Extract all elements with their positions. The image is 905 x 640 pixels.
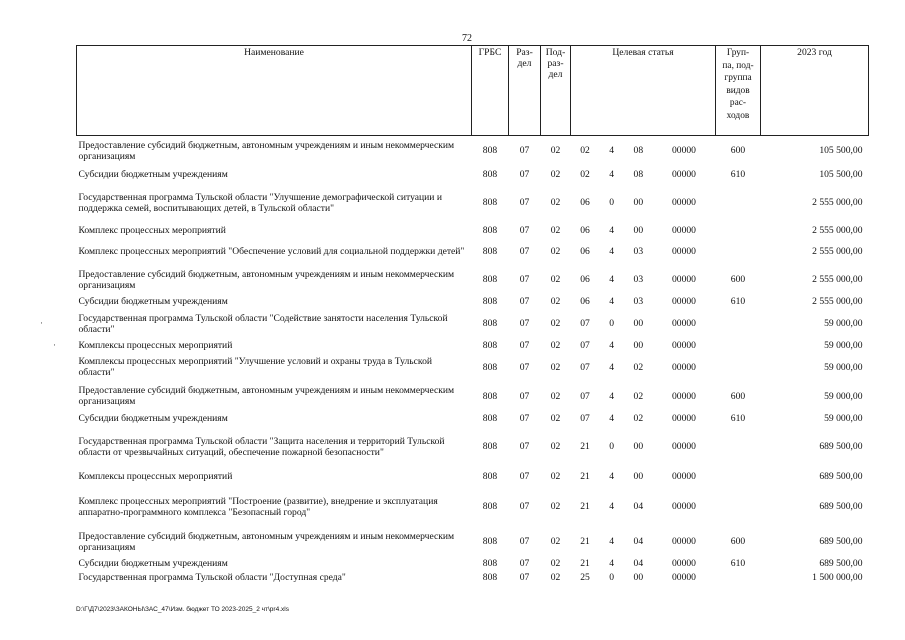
row-celevaya-part: 4 xyxy=(609,361,615,373)
row-celevaya-statya xyxy=(571,467,716,487)
row-razdel: 07 xyxy=(519,501,530,512)
row-razdel: 07 xyxy=(519,318,530,329)
row-celevaya-part: 07 xyxy=(580,318,590,329)
row-celevaya-part: 06 xyxy=(580,197,590,208)
row-celevaya-part: 08 xyxy=(633,168,644,180)
row-celevaya-part: 00000 xyxy=(671,246,696,257)
table-row xyxy=(77,338,869,353)
row-razdel: 07 xyxy=(519,339,530,351)
row-amount-2023: 2 555 000,00 xyxy=(812,224,863,236)
row-celevaya-part: 00 xyxy=(633,197,644,208)
row-amount-2023: 689 500,00 xyxy=(819,471,863,482)
table-row xyxy=(77,166,869,183)
row-celevaya-part: 04 xyxy=(633,558,644,569)
row-grbs: 808 xyxy=(482,318,498,329)
row-grbs: 808 xyxy=(482,296,498,307)
row-celevaya-part: 00 xyxy=(633,339,644,351)
row-podrazdel: 02 xyxy=(550,197,561,208)
row-razdel: 07 xyxy=(519,572,530,583)
row-vid-rashodov xyxy=(716,223,761,238)
row-name: Субсидии бюджетным учреждениям xyxy=(78,413,228,424)
row-celevaya-statya xyxy=(571,223,716,238)
row-amount-2023: 689 500,00 xyxy=(819,441,863,452)
row-vid-rashodov: 600 xyxy=(730,274,746,285)
row-celevaya-part: 00000 xyxy=(671,197,696,208)
row-vid-rashodov xyxy=(716,353,761,382)
row-celevaya-part: 4 xyxy=(609,413,615,424)
row-celevaya-part: 4 xyxy=(609,501,615,512)
row-celevaya-part: 07 xyxy=(580,361,590,373)
row-celevaya-statya xyxy=(571,527,716,557)
row-celevaya-statya xyxy=(571,136,716,166)
row-celevaya-part: 4 xyxy=(609,339,615,351)
table-row xyxy=(77,266,869,294)
row-podrazdel: 02 xyxy=(550,339,561,351)
row-celevaya-part: 02 xyxy=(633,390,644,402)
row-name: Комплексы процессных мероприятий "Улучшение условий и охраны труда в Тульской области" xyxy=(78,356,433,378)
row-celevaya-statya xyxy=(571,310,716,338)
row-razdel: 07 xyxy=(519,471,530,482)
row-name: Комплекс процессных мероприятий "Обеспечение условий для социальной поддержки детей" xyxy=(78,246,465,257)
header-name: Наименование xyxy=(77,46,472,136)
row-podrazdel: 02 xyxy=(550,145,561,157)
row-podrazdel: 02 xyxy=(550,471,561,482)
row-celevaya-part: 21 xyxy=(580,501,590,512)
row-name: Субсидии бюджетным учреждениям xyxy=(78,296,228,307)
row-razdel: 07 xyxy=(519,390,530,402)
row-celevaya-part: 07 xyxy=(580,390,590,402)
row-celevaya-part: 03 xyxy=(633,296,644,307)
row-podrazdel: 02 xyxy=(550,274,561,285)
row-amount-2023: 2 555 000,00 xyxy=(812,274,863,285)
file-path-footer: D:\Г\Д7\2023\ЗАКОНЫ\ЗАС_47\Изм. бюджет ТО 2023-2025_2 чт\pr4.xls xyxy=(76,606,289,613)
table-row xyxy=(77,487,869,527)
row-vid-rashodov xyxy=(716,427,761,467)
table-row xyxy=(77,238,869,266)
row-grbs: 808 xyxy=(482,361,498,373)
row-celevaya-part: 00000 xyxy=(671,413,696,424)
row-celevaya-part: 08 xyxy=(633,145,644,157)
row-celevaya-part: 03 xyxy=(633,246,644,257)
table-row xyxy=(77,411,869,427)
row-celevaya-part: 00000 xyxy=(671,168,696,180)
row-vid-rashodov: 600 xyxy=(730,145,746,157)
row-celevaya-part: 21 xyxy=(580,441,590,452)
row-name: Государственная программа Тульской области "Доступная среда" xyxy=(78,572,346,583)
table-header-row xyxy=(77,46,869,136)
row-name: Государственная программа Тульской области "Содействие занятости населения Тульской области" xyxy=(78,312,448,335)
row-celevaya-part: 4 xyxy=(609,471,615,482)
row-grbs: 808 xyxy=(482,274,498,285)
row-podrazdel: 02 xyxy=(550,413,561,424)
row-vid-rashodov: 600 xyxy=(730,536,746,547)
row-grbs: 808 xyxy=(482,224,498,236)
row-amount-2023: 105 500,00 xyxy=(819,145,863,157)
row-amount-2023: 689 500,00 xyxy=(819,536,863,547)
row-podrazdel: 02 xyxy=(550,246,561,257)
row-name: Государственная программа Тульской области "Защита населения и территорий Тульской области от чрезвычайных ситуаций, обеспечение пожарной безопасности" xyxy=(78,435,445,458)
row-celevaya-part: 4 xyxy=(609,224,615,236)
row-celevaya-statya xyxy=(571,487,716,527)
row-celevaya-part: 00000 xyxy=(671,471,696,482)
row-grbs: 808 xyxy=(482,471,498,482)
row-name: Государственная программа Тульской области "Улучшение демографической ситуации и поддержка семей, воспитывающих детей, в Тульской области" xyxy=(78,191,442,214)
row-celevaya-statya xyxy=(571,353,716,382)
row-celevaya-part: 00000 xyxy=(671,274,696,285)
row-grbs: 808 xyxy=(482,339,498,351)
row-celevaya-part: 00000 xyxy=(671,536,696,547)
row-celevaya-part: 00 xyxy=(633,318,644,329)
row-celevaya-part: 4 xyxy=(609,274,615,285)
row-amount-2023: 59 000,00 xyxy=(824,339,863,351)
row-celevaya-statya xyxy=(571,183,716,223)
row-celevaya-part: 00000 xyxy=(671,339,696,351)
row-podrazdel: 02 xyxy=(550,572,561,583)
row-podrazdel: 02 xyxy=(550,296,561,307)
row-vid-rashodov: 610 xyxy=(730,558,746,569)
row-grbs: 808 xyxy=(482,390,498,402)
row-grbs: 808 xyxy=(482,501,498,512)
row-celevaya-part: 00 xyxy=(633,572,644,583)
header-gruppa-vidov-rashodov: Груп- па, под- группа видов рас- ходов xyxy=(716,46,761,136)
row-razdel: 07 xyxy=(519,441,530,452)
row-vid-rashodov xyxy=(716,310,761,338)
row-podrazdel: 02 xyxy=(550,441,561,452)
row-name: Комплексы процессных мероприятий xyxy=(78,339,233,351)
row-grbs: 808 xyxy=(482,168,498,180)
row-celevaya-part: 21 xyxy=(580,536,590,547)
scan-mark: · xyxy=(40,318,43,328)
row-razdel: 07 xyxy=(519,361,530,373)
row-podrazdel: 02 xyxy=(550,318,561,329)
row-celevaya-part: 00 xyxy=(633,471,644,482)
table-row xyxy=(77,571,869,585)
table-row xyxy=(77,223,869,238)
row-celevaya-part: 00000 xyxy=(671,296,696,307)
row-celevaya-part: 00000 xyxy=(671,501,696,512)
row-podrazdel: 02 xyxy=(550,168,561,180)
row-celevaya-part: 00000 xyxy=(671,361,696,373)
row-grbs: 808 xyxy=(482,145,498,157)
row-razdel: 07 xyxy=(519,168,530,180)
row-grbs: 808 xyxy=(482,413,498,424)
row-vid-rashodov xyxy=(716,487,761,527)
row-vid-rashodov xyxy=(716,338,761,353)
table-row xyxy=(77,527,869,557)
row-celevaya-part: 25 xyxy=(580,572,590,583)
row-razdel: 07 xyxy=(519,558,530,569)
row-vid-rashodov: 610 xyxy=(730,296,746,307)
row-name: Комплексы процессных мероприятий xyxy=(78,471,233,482)
row-celevaya-part: 07 xyxy=(580,339,590,351)
row-grbs: 808 xyxy=(482,246,498,257)
row-celevaya-part: 00000 xyxy=(671,224,696,236)
row-celevaya-part: 4 xyxy=(609,246,615,257)
row-amount-2023: 2 555 000,00 xyxy=(812,296,863,307)
row-vid-rashodov: 610 xyxy=(730,413,746,424)
row-celevaya-part: 00 xyxy=(633,441,644,452)
table-row xyxy=(77,382,869,411)
row-podrazdel: 02 xyxy=(550,361,561,373)
row-celevaya-part: 07 xyxy=(580,413,590,424)
row-name: Субсидии бюджетным учреждениям xyxy=(78,168,228,180)
row-celevaya-statya xyxy=(571,427,716,467)
row-celevaya-part: 0 xyxy=(609,441,615,452)
row-amount-2023: 689 500,00 xyxy=(819,558,863,569)
row-celevaya-statya xyxy=(571,571,716,585)
table-row xyxy=(77,467,869,487)
row-celevaya-part: 21 xyxy=(580,558,590,569)
row-razdel: 07 xyxy=(519,145,530,157)
table-row xyxy=(77,427,869,467)
row-podrazdel: 02 xyxy=(550,390,561,402)
budget-table xyxy=(76,45,869,585)
header-podrazdel: Под- раз- дел xyxy=(541,46,571,136)
row-celevaya-part: 4 xyxy=(609,168,615,180)
header-year: 2023 год xyxy=(761,46,869,136)
row-celevaya-part: 00000 xyxy=(671,558,696,569)
row-celevaya-part: 03 xyxy=(633,274,644,285)
row-name: Предоставление субсидий бюджетным, автономным учреждениям и иным некоммерческим организациям xyxy=(78,530,455,553)
row-amount-2023: 689 500,00 xyxy=(819,501,863,512)
row-celevaya-part: 00000 xyxy=(671,441,696,452)
row-celevaya-part: 4 xyxy=(609,558,615,569)
table-body xyxy=(77,136,869,585)
row-razdel: 07 xyxy=(519,197,530,208)
row-podrazdel: 02 xyxy=(550,558,561,569)
row-razdel: 07 xyxy=(519,536,530,547)
row-celevaya-part: 06 xyxy=(580,224,590,236)
row-celevaya-part: 00000 xyxy=(671,390,696,402)
row-celevaya-part: 4 xyxy=(609,390,615,402)
row-celevaya-statya xyxy=(571,411,716,427)
row-podrazdel: 02 xyxy=(550,501,561,512)
row-vid-rashodov: 610 xyxy=(730,168,746,180)
row-amount-2023: 59 000,00 xyxy=(824,318,863,329)
row-name: Комплекс процессных мероприятий "Построение (развитие), внедрение и эксплуатация аппаратно-программного комплекса "Безопасный город" xyxy=(78,495,438,518)
row-grbs: 808 xyxy=(482,572,498,583)
row-celevaya-part: 02 xyxy=(633,361,644,373)
row-celevaya-part: 06 xyxy=(580,296,590,307)
table-row xyxy=(77,294,869,310)
row-amount-2023: 105 500,00 xyxy=(819,168,863,180)
header-celevaya-statya: Целевая статья xyxy=(571,46,716,136)
header-grbs: ГРБС xyxy=(472,46,509,136)
table-row xyxy=(77,353,869,382)
row-celevaya-part: 21 xyxy=(580,471,590,482)
row-razdel: 07 xyxy=(519,413,530,424)
row-celevaya-part: 04 xyxy=(633,501,644,512)
row-celevaya-statya xyxy=(571,338,716,353)
row-celevaya-part: 0 xyxy=(609,572,615,583)
page-number: 72 xyxy=(462,33,472,44)
row-celevaya-part: 4 xyxy=(609,536,615,547)
row-celevaya-statya xyxy=(571,294,716,310)
row-grbs: 808 xyxy=(482,441,498,452)
row-celevaya-part: 00000 xyxy=(671,318,696,329)
row-razdel: 07 xyxy=(519,224,530,236)
row-celevaya-part: 02 xyxy=(633,413,644,424)
row-celevaya-part: 4 xyxy=(609,296,615,307)
row-razdel: 07 xyxy=(519,246,530,257)
row-name: Субсидии бюджетным учреждениям xyxy=(78,558,228,569)
row-celevaya-statya xyxy=(571,382,716,411)
row-celevaya-part: 00000 xyxy=(671,145,696,157)
scan-mark: · xyxy=(53,340,56,350)
row-celevaya-part: 00 xyxy=(633,224,644,236)
row-celevaya-statya xyxy=(571,238,716,266)
header-razdel: Раз- дел xyxy=(509,46,541,136)
table-row xyxy=(77,136,869,166)
row-celevaya-statya xyxy=(571,557,716,571)
table-row xyxy=(77,310,869,338)
row-celevaya-part: 04 xyxy=(633,536,644,547)
row-podrazdel: 02 xyxy=(550,224,561,236)
row-name: Предоставление субсидий бюджетным, автономным учреждениям и иным некоммерческим организациям xyxy=(78,268,455,291)
row-celevaya-part: 4 xyxy=(609,145,615,157)
row-name: Комплекс процессных мероприятий xyxy=(78,224,226,236)
row-grbs: 808 xyxy=(482,536,498,547)
row-amount-2023: 59 000,00 xyxy=(824,413,863,424)
table-row xyxy=(77,557,869,571)
row-vid-rashodov xyxy=(716,467,761,487)
row-vid-rashodov xyxy=(716,238,761,266)
row-razdel: 07 xyxy=(519,274,530,285)
row-celevaya-part: 02 xyxy=(580,145,590,157)
row-name: Предоставление субсидий бюджетным, автономным учреждениям и иным некоммерческим организациям xyxy=(78,139,455,162)
row-vid-rashodov xyxy=(716,571,761,585)
row-celevaya-part: 02 xyxy=(580,168,590,180)
row-amount-2023: 1 500 000,00 xyxy=(812,572,863,583)
row-amount-2023: 2 555 000,00 xyxy=(812,246,863,257)
row-celevaya-statya xyxy=(571,166,716,183)
row-celevaya-part: 06 xyxy=(580,246,590,257)
row-celevaya-statya xyxy=(571,266,716,294)
row-vid-rashodov xyxy=(716,183,761,223)
row-vid-rashodov: 600 xyxy=(730,390,746,402)
row-podrazdel: 02 xyxy=(550,536,561,547)
row-celevaya-part: 0 xyxy=(609,197,615,208)
row-name: Предоставление субсидий бюджетным, автономным учреждениям и иным некоммерческим организациям xyxy=(78,385,455,407)
row-celevaya-part: 00000 xyxy=(671,572,696,583)
row-amount-2023: 59 000,00 xyxy=(824,361,863,373)
row-celevaya-part: 06 xyxy=(580,274,590,285)
row-razdel: 07 xyxy=(519,296,530,307)
table-row xyxy=(77,183,869,223)
row-grbs: 808 xyxy=(482,558,498,569)
row-celevaya-part: 0 xyxy=(609,318,615,329)
row-grbs: 808 xyxy=(482,197,498,208)
row-amount-2023: 2 555 000,00 xyxy=(812,197,863,208)
row-amount-2023: 59 000,00 xyxy=(824,390,863,402)
